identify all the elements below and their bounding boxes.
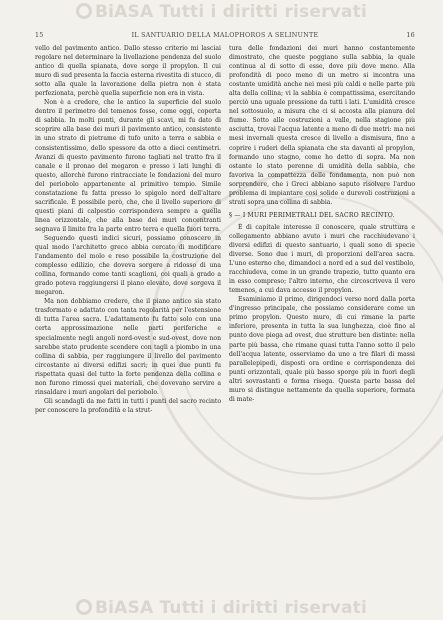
right-column xyxy=(229,44,415,404)
left-column xyxy=(35,44,221,415)
section-heading: § — I MURI PERIMETRALI DEL SACRO RECINTO. xyxy=(229,211,395,219)
biasa-logo-icon xyxy=(76,599,92,615)
page-number-left: 15 xyxy=(35,32,44,39)
paragraph: tura delle fondazioni dei muri hanno costantemente dimostrato, che queste poggiano sulla sabbia, la quale continua al di sotto di esse, dove più dove meno. Alla profondità di poco meno di un metro si incontra una costante umidità anche nei mesi più caldi e nelle parte più alta della collina; vi la sabbia è compattissima, esercitando perciò una uguale pressione da tutti i lati. L'umidità cresce nel sottosuolo, a misura che ci si accosta alla pianura del fiume. Sotto alle costruzioni a valle, nella stagione più asciutta, trovai l'acqua latente a meno di due metri: ma nei mesi invernali questa cresce di livello a dismisura, fino a coprire i ruderi della spianata che sta davanti al propylon, formando uno stagno, come ho detto di sopra. Ma non ostante lo stato perenne di umidità della sabbia, che favoriva la compattezza delle fondamenta, non può non sorprendere, che i Greci abbiano saputo risolvere l'arduo problema di impiantare così solide e durevoli costruzioni a strati sopra una collina di sabbia. xyxy=(229,45,415,206)
page-number-right: 16 xyxy=(406,32,415,39)
paragraph: Seguendo questi indici sicuri, possiamo conoscere in qual modo l'architetto greco abbia cercato di modificare l'andamento del molo e reso possibile la costruzione del complesso edilizio, che doveva sorgere a ridosso di una collina, formando come tanti scaglioni, coi quali a grado a grado poteva raggiungersi il piano elevato, dove sorgeva il megaron. xyxy=(35,234,221,297)
paragraph: È di capitale interesse il conoscere, quale struttura e collegamento abbiano avuto i muri che racchiudevano i diversi edifizi di questo santuario, i quali sono di specie diverse. Sono due i muri, di proporzioni dell'area sacra. L'uno esterno che, dimandoci a nord ed a sud del vestibolo, racchiudeva, come in un grande trapezio, tutto quanto era in esso compreso; l'altro interno, che circoscriveva il vero temenos, a cui dava accesso il propylon. xyxy=(229,223,415,295)
watermark-top xyxy=(0,2,443,22)
paragraph: Non è a credere, che le antico la superficie del suolo dentro il perimetro del temenos fosse, come oggi, coperta di sabbia. In molti punti, durante gli scavi, mi fu dato di scoprire alla base dei muri il pavimento antico, consistente in uno strato di pietrame di tufo unito a terra e sabbia e consistentissimo, dello spessore da otto a dieci centimetri. Avanzi di questo pavimento furono tagliati nel tratto fra il canale e il pronao del megaron e presso i lati lunghi di questo, allorchè furono rintracciate le fondazioni del muro del periobolo appartenente al primitivo tempio. Simile constatazione fu fatta presso lo spigolo nord dell'altare sacrificale. È possibile però, che, che il livello superiore di questi piani di calpestio corrispondeva sempre a quella linea orizzontale, che alla base dei muri concentranti segnava il limite fra la parte entro terra e quella fuori terra. xyxy=(35,99,221,233)
paragraph: Gli scandagli da me fatti in tutti i punti del sacro recinto per conoscere la profondità e la strut- xyxy=(35,397,221,414)
biasa-logo-icon xyxy=(76,3,92,19)
watermark-text: BiASA Tutti i diritti riservati xyxy=(95,2,367,22)
paragraph: vello del pavimento antico. Dallo stesso criterio mi lasciai regolare nel determinare la livellazione pendenza del suolo antico di quella spianata, dove sorge il propylon. Il cui muro di sud presenta la faccia esterna rivestita di stucco, di sotto alla quale la lavorazione della pietra non è stata perfezionata, perchè quella superficie non era in vista. xyxy=(35,45,221,98)
watermark-bottom xyxy=(0,598,443,618)
paragraph: Ma non dobbiamo credere, che il piano antico sia stato trasformato e adattato con tanta regolarità per l'estensione di tutta l'area sacra. L'adattamento fu fatto solo con una certa approssimazione nelle parti periferiche e specialmente negli angoli nord-ovest e sud-ovest, dove non sarebbe stato prudente scendere con tagli a piombo in una collina di sabbia, per raggiungere il livello del pavimento circostante ai diversi edifizi sacri; in quei due punti fu rispettata quasi del tutto la forte pendenza della collina e non furono rimossi quei materiali, che dovevano servire a rinsaldare i muri angolari del periobolo. xyxy=(35,298,221,396)
watermark-text: BiASA Tutti i diritti riservati xyxy=(95,598,367,618)
paragraph: Esaminiamo il primo, dirigendoci verso nord dalla porta d'ingresso principale, che possiamo considerare come un primo propylon. Questo muro, di cui rimane la parte inferiore, presenta in tutta la sua lunghezza, cioè fino al punto dove piega ad ovest, due strutture ben distinte: nella parte più bassa, che rimane quasi tutta l'anno sotto il pelo dell'acqua latente, osserviamo da uno a tre filari di massi parallelepipedi, disposti ora ordine e corrispondenza dei punti orizzontali, quale più basso sporge più in fuori degli altri sovrastanti e forma risega. Questa parte bassa del muro si distingue nettamente da quella superiore, formata di mate- xyxy=(229,296,415,403)
running-title: IL SANTUARIO DELLA MALOPHOROS A SELINUNTE xyxy=(131,32,319,39)
